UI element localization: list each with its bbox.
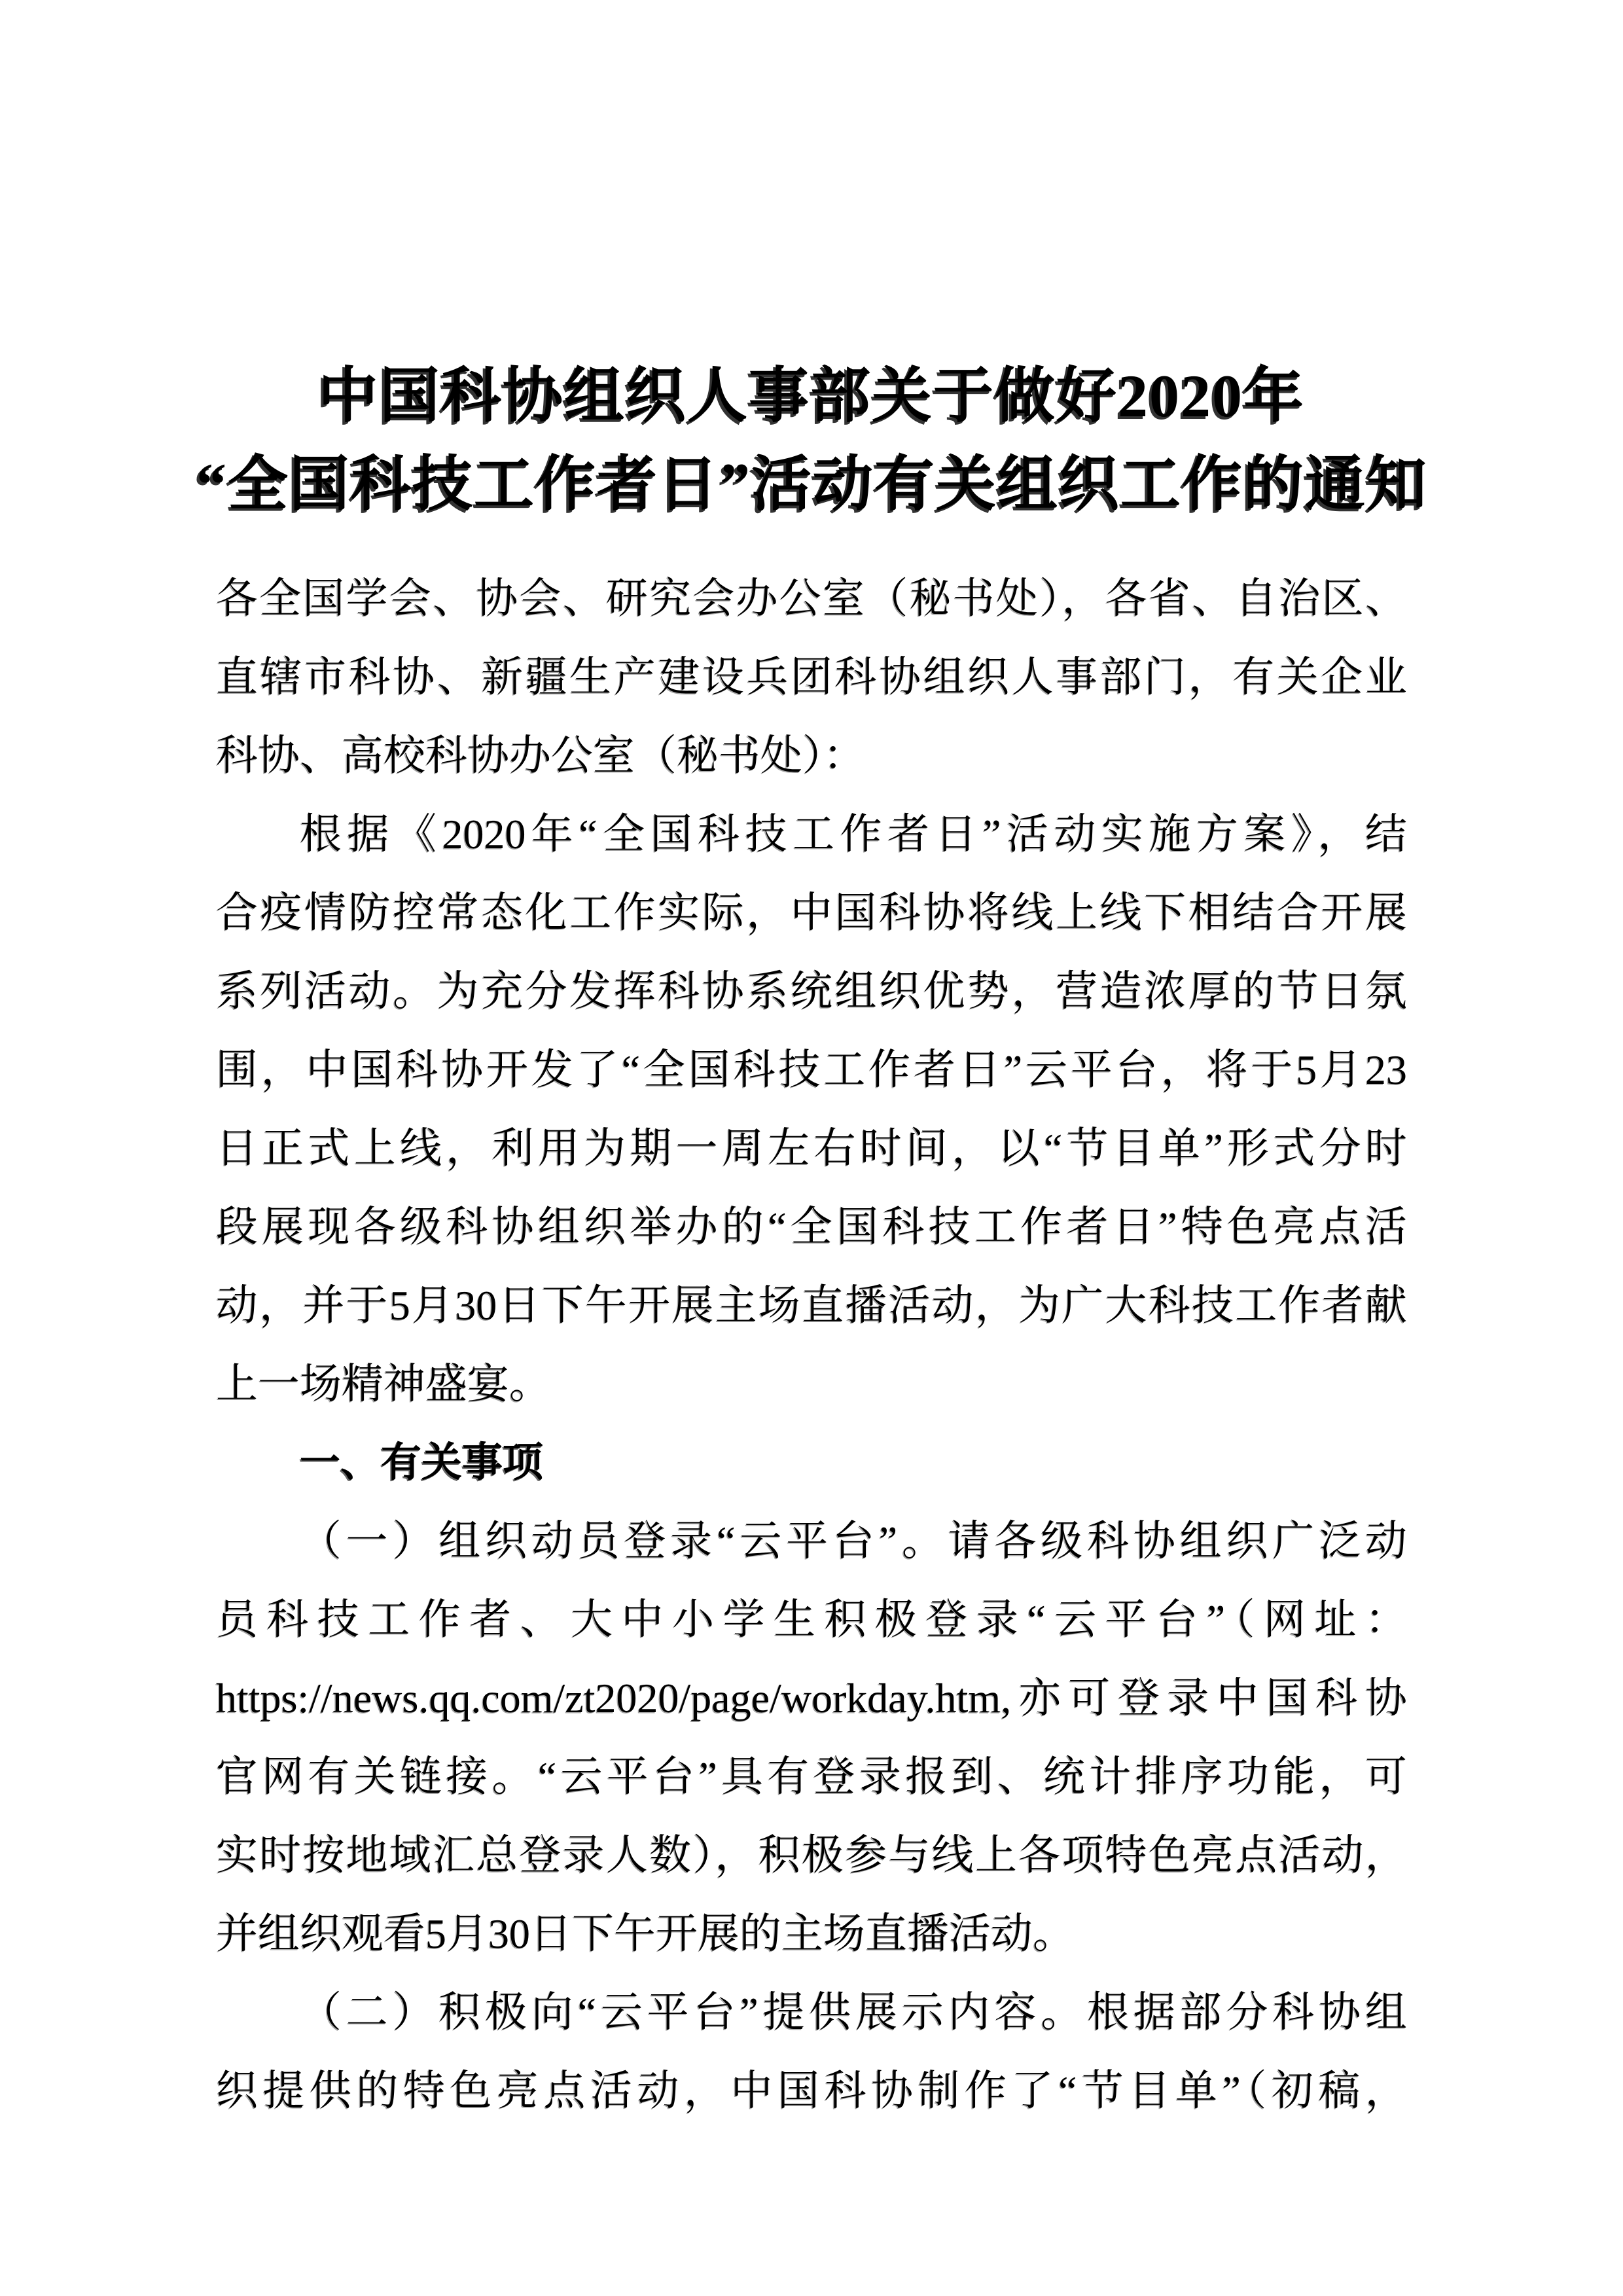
body-line: 根据《2020年“全国科技工作者日”活动实施方案》，结: [300, 811, 1407, 857]
body-line: （二）积极向“云平台”提供展示内容。根据部分科协组: [300, 1989, 1407, 2036]
body-line: 官网有关链接。“云平台”具有登录报到、统计排序功能，可: [216, 1753, 1407, 1800]
document-title-line-2: “全国科技工作者日”活动有关组织工作的通知: [196, 451, 1429, 518]
body-line: 实时按地域汇总登录人数），积极参与线上各项特色亮点活动，: [216, 1832, 1407, 1878]
body-line: 动，并于5月30日下午开展主场直播活动，为广大科技工作者献: [216, 1282, 1407, 1329]
body-line: 段展现各级科协组织举办的“全国科技工作者日”特色亮点活: [216, 1204, 1407, 1250]
body-line: 系列活动。为充分发挥科协系统组织优势，营造浓厚的节日氛: [216, 968, 1407, 1014]
section-heading: 一、有关事项: [300, 1440, 544, 1485]
salutation-line: 直辖市科协、新疆生产建设兵团科协组织人事部门，有关企业: [216, 654, 1407, 700]
url-line: https://news.qq.com/zt2020/page/workday.htm,亦可登录中国科协: [216, 1675, 1407, 1721]
body-line: 织提供的特色亮点活动，中国科协制作了“节目单”（初稿，: [216, 2068, 1407, 2114]
document-title-line-1: 中国科协组织人事部关于做好2020年: [317, 363, 1305, 429]
body-line: 围，中国科协开发了“全国科技工作者日”云平台，将于5月23: [216, 1047, 1407, 1093]
salutation-line: 各全国学会、协会、研究会办公室（秘书处），各省、自治区、: [216, 575, 1407, 622]
body-line: 员科技工作者、大中小学生积极登录“云平台”（网址：: [216, 1596, 1407, 1643]
document-title: [196, 352, 1427, 529]
body-line: （一）组织动员登录“云平台”。请各级科协组织广泛动: [300, 1518, 1407, 1564]
body-line: 并组织观看5月30日下午开展的主场直播活动。: [216, 1910, 1075, 1957]
document-body: [216, 560, 1407, 2130]
body-line: 上一场精神盛宴。: [216, 1361, 551, 1407]
body-line: 日正式上线，利用为期一周左右时间，以“节目单”形式分时: [216, 1125, 1407, 1172]
body-line: 合疫情防控常态化工作实际，中国科协将线上线下相结合开展: [216, 889, 1407, 936]
salutation-line: 科协、高校科协办公室（秘书处）：: [216, 732, 865, 779]
